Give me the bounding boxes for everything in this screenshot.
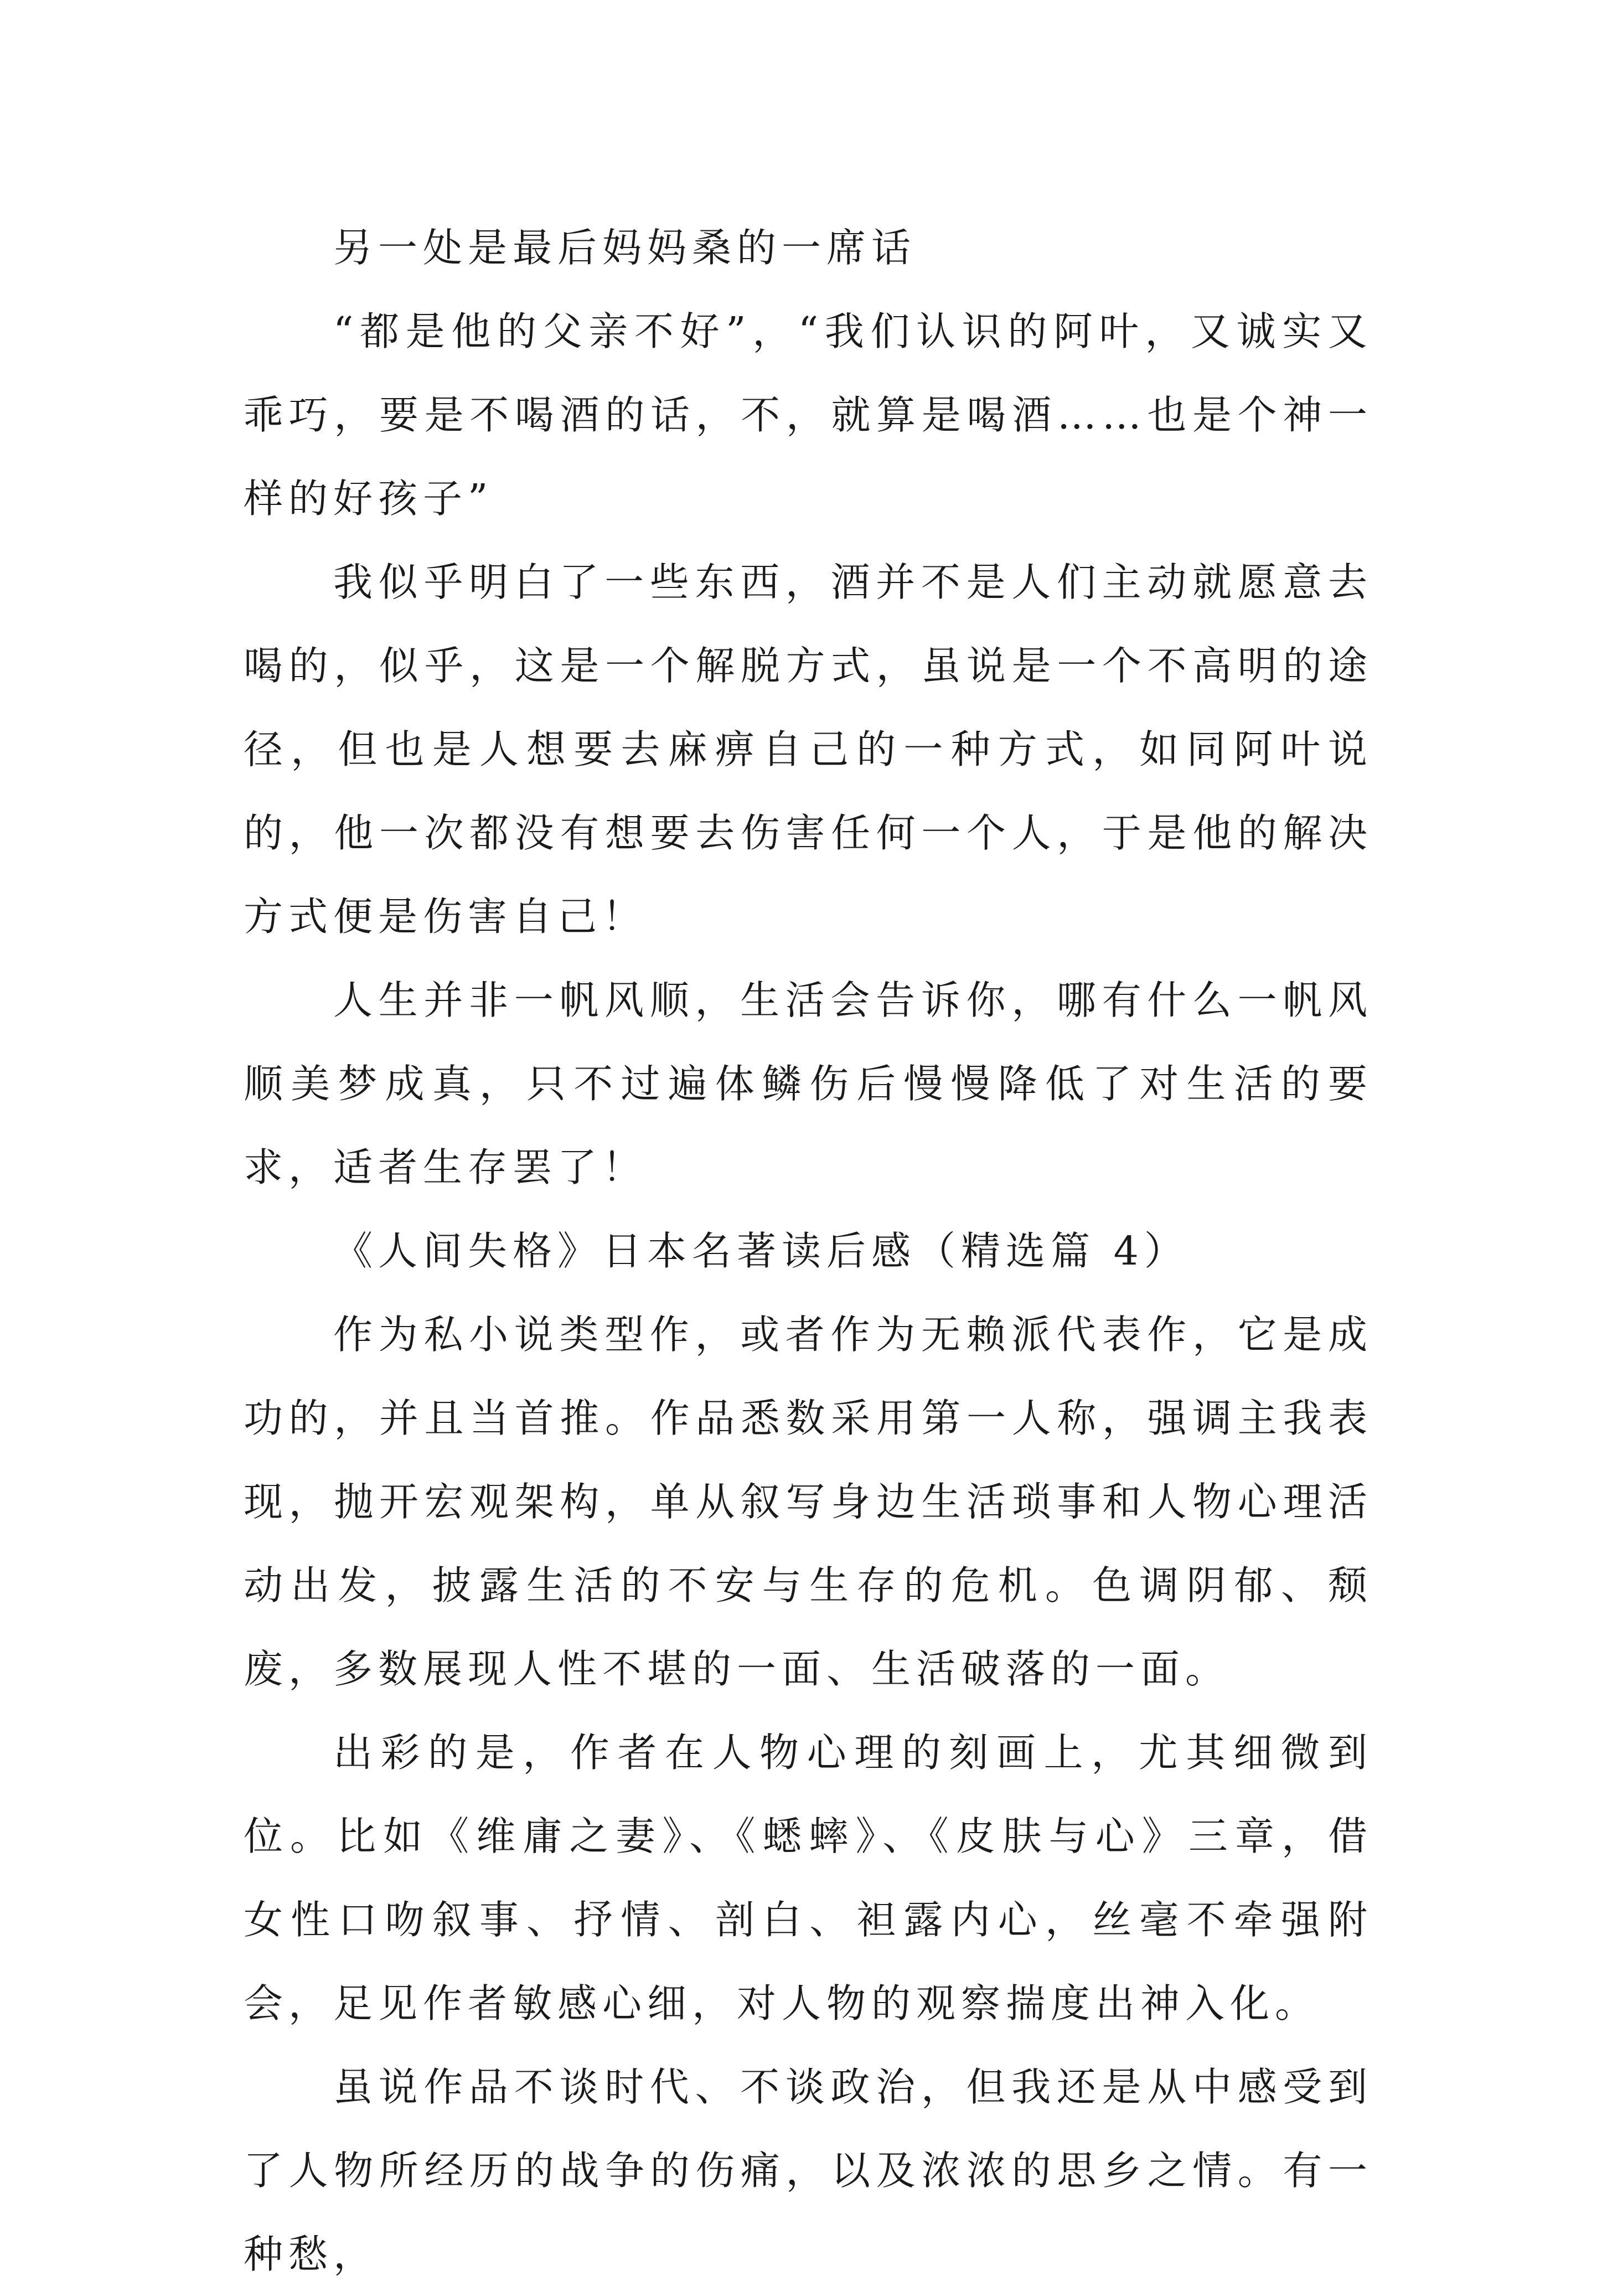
paragraph-life-not-smooth: 人生并非一帆风顺，生活会告诉你，哪有什么一帆风顺美梦成真，只不过遍体鳞伤后慢慢降低了对生活的要求，适者生存罢了！: [244, 977, 1373, 1190]
paragraph-mama-san-quote: “都是他的父亲不好”，“我们认识的阿叶，又诚实又乖巧，要是不喝酒的话，不，就算是喝酒……也是个神一样的好孩子”: [244, 308, 1373, 522]
paragraph-reflection-drinking: 我似乎明白了一些东西，酒并不是人们主动就愿意去喝的，似乎，这是一个解脱方式，虽说是一个不高明的途径，但也是人想要去麻痹自己的一种方式，如同阿叶说的，他一次都没有想要去伤害任何一个人，于是他的解决方式便是伤害自己！: [244, 559, 1373, 940]
paragraph-mama-san-intro: 另一处是最后妈妈桑的一席话: [333, 225, 917, 271]
section-heading: 《人间失格》日本名著读后感（精选篇 4）: [333, 1228, 1189, 1274]
paragraph-war-homesick: 虽说作品不谈时代、不谈政治，但我还是从中感受到了人物所经历的战争的伤痛，以及浓浓的思乡之情。有一种愁，: [244, 2064, 1373, 2277]
document-body: [244, 206, 1373, 2296]
paragraph-private-novel: 作为私小说类型作，或者作为无赖派代表作，它是成功的，并且当首推。作品悉数采用第一人称，强调主我表现，抛开宏观架构，单从叙写身边生活琐事和人物心理活动出发，披露生活的不安与生存的危机。色调阴郁、颓废，多数展现人性不堪的一面、生活破落的一面。: [244, 1312, 1373, 1692]
paragraph-psychology: 出彩的是，作者在人物心理的刻画上，尤其细微到位。比如《维庸之妻》、《蟋蟀》、《皮肤与心》三章，借女性口吻叙事、抒情、剖白、袒露内心，丝毫不牵强附会，足见作者敏感心细，对人物的观察揣度出神入化。: [244, 1730, 1373, 2026]
